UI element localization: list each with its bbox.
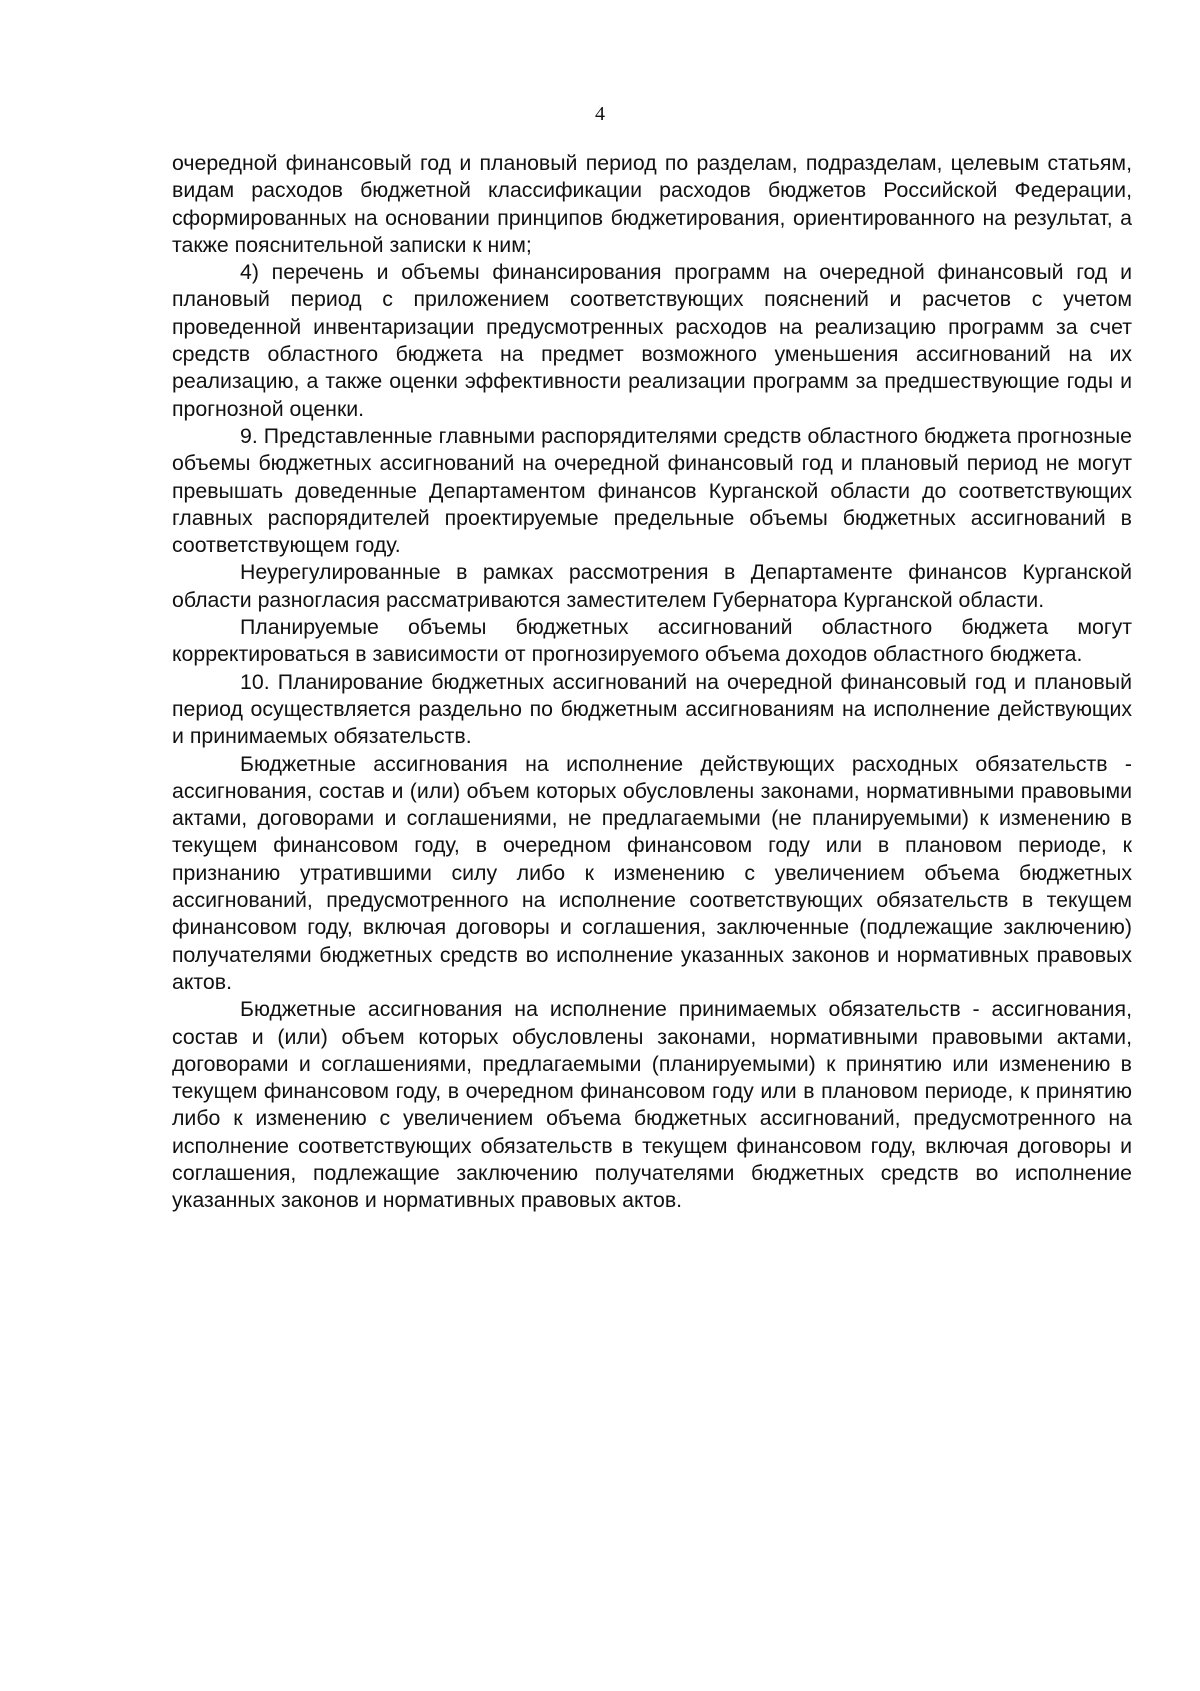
page-number: 4	[595, 103, 605, 125]
paragraph-adjustments: Планируемые объемы бюджетных ассигнований областного бюджета могут корректироваться в зависимости от прогнозируемого объема доходов областного бюджета.	[172, 615, 1132, 667]
paragraph-item-4: 4) перечень и объемы финансирования программ на очередной финансовый год и плановый период с приложением соответствующих пояснений и расчетов с учетом проведенной инвентаризации предусмотренных расходов на реализацию программ за счет средств областного бюджета на предмет возможного уменьшения ассигнований на их реализацию, а также оценки эффективности реализации программ за предшествующие годы и прогнозной оценки.	[172, 260, 1132, 421]
document-body	[172, 150, 1132, 1215]
paragraph-section-9: 9. Представленные главными распорядителями средств областного бюджета прогнозные объемы бюджетных ассигнований на очередной финансовый год и плановый период не могут превышать доведенные Департаментом финансов Курганской области до соответствующих главных распорядителей проектируемые предельные объемы бюджетных ассигнований в соответствующем году.	[172, 423, 1132, 558]
paragraph-disagreements: Неурегулированные в рамках рассмотрения в Департаменте финансов Курганской области разногласия рассматриваются заместителем Губернатора Курганской области.	[172, 560, 1132, 612]
paragraph-existing-obligations: Бюджетные ассигнования на исполнение действующих расходных обязательств - ассигнования, состав и (или) объем которых обусловлены законами, нормативными правовыми актами, договорами и соглашениями, не предлагаемыми (не планируемыми) к изменению в текущем финансовом году, в очередном финансовом году или в плановом периоде, к признанию утратившими силу либо к изменению с увеличением объема бюджетных ассигнований, предусмотренного на исполнение соответствующих обязательств в текущем финансовом году, включая договоры и соглашения, заключенные (подлежащие заключению) получателями бюджетных средств во исполнение указанных законов и нормативных правовых актов.	[172, 751, 1132, 994]
paragraph-continuation: очередной финансовый год и плановый период по разделам, подразделам, целевым статьям, видам расходов бюджетной классификации расходов бюджетов Российской Федерации, сформированных на основании принципов бюджетирования, ориентированного на результат, а также пояснительной записки к ним;	[172, 151, 1132, 257]
paragraph-section-10: 10. Планирование бюджетных ассигнований на очередной финансовый год и плановый период осуществляется раздельно по бюджетным ассигнованиям на исполнение действующих и принимаемых обязательств.	[172, 669, 1132, 749]
paragraph-accepted-obligations: Бюджетные ассигнования на исполнение принимаемых обязательств - ассигнования, состав и (или) объем которых обусловлены законами, нормативными правовыми актами, договорами и соглашениями, предлагаемыми (планируемыми) к принятию или изменению в текущем финансовом году, в очередном финансовом году или в плановом периоде, к принятию либо к изменению с увеличением объема бюджетных ассигнований, предусмотренного на исполнение соответствующих обязательств в текущем финансовом году, включая договоры и соглашения, подлежащие заключению получателями бюджетных средств во исполнение указанных законов и нормативных правовых актов.	[172, 997, 1132, 1213]
